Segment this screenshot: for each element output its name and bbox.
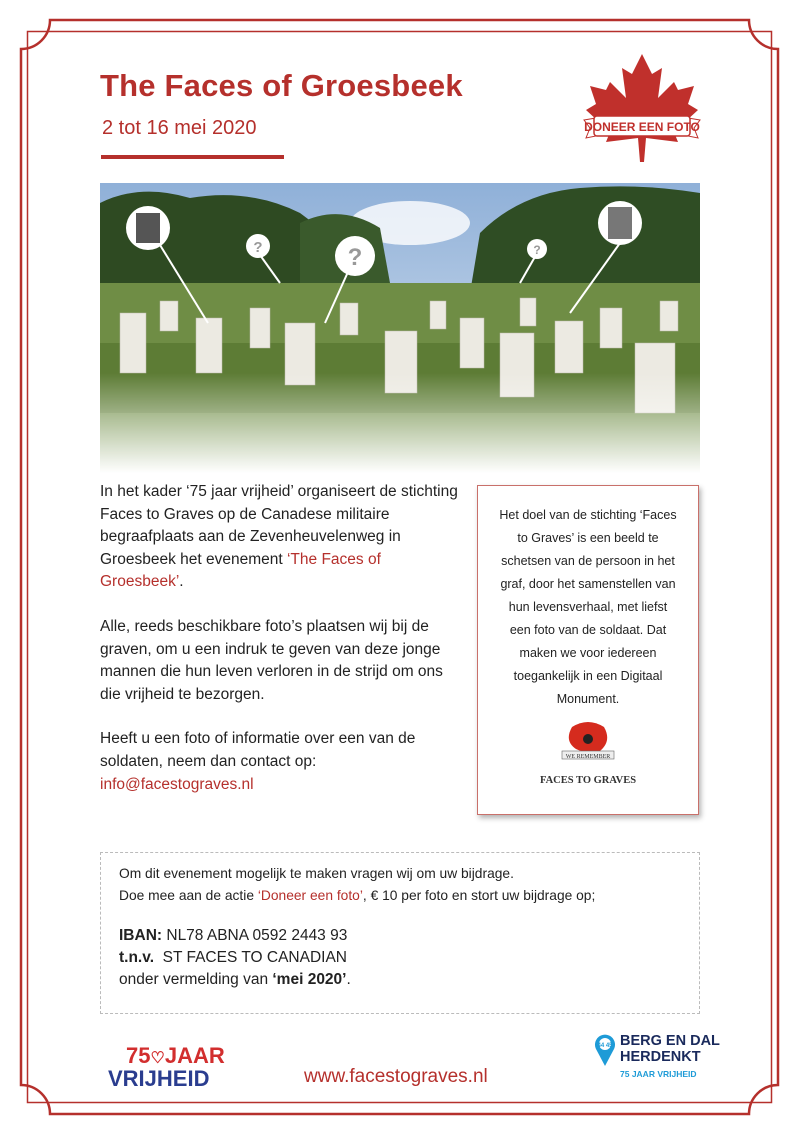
action-name: ‘Doneer een foto’ xyxy=(257,888,363,903)
title-underline xyxy=(101,155,284,159)
svg-text:?: ? xyxy=(533,243,541,257)
reference-value: ‘mei 2020’ xyxy=(272,971,347,988)
donation-line2-a: Doe mee aan de actie xyxy=(119,888,258,903)
iban-label: IBAN: xyxy=(119,927,163,944)
logo2-line2: HERDENKT xyxy=(620,1049,701,1065)
doneer-badge-text: DONEER EEN FOTO xyxy=(584,120,700,134)
intro-p2: Alle, reeds beschikbare foto’s plaatsen wij bij de graven, om u een indruk te geven van deze jonge mannen die hun leven verloren in de strijd om ons die vrijheid te bezorgen. xyxy=(100,617,443,703)
intro-p1-end: . xyxy=(179,573,184,591)
75-jaar-vrijheid-logo: 75♡JAAR VRIJHEID xyxy=(108,1043,225,1091)
logo2-line1: BERG EN DAL xyxy=(620,1033,720,1049)
event-name: ‘The Faces of Groesbeek’ xyxy=(100,550,381,591)
doneer-een-foto-maple-leaf-logo xyxy=(582,52,702,164)
foundation-info-box xyxy=(477,485,699,815)
foundation-goal-text: Het doel van de stichting ‘Faces to Graves’ is een beeld te schetsen van de persoon in het graf, door het samenstellen van hun levensverhaal, met liefst een foto van de soldaat. Dat maken we voor iedereen toegankelijk in een Digitaal Monument. xyxy=(499,508,677,706)
svg-text:?: ? xyxy=(347,244,363,271)
poppy-icon xyxy=(548,719,628,761)
donation-line2 xyxy=(119,885,681,907)
svg-text:44 45: 44 45 xyxy=(597,1043,613,1049)
intro-text xyxy=(100,481,460,796)
email-link[interactable]: info@facestograves.nl xyxy=(100,775,254,793)
tnv-value: ST FACES TO CANADIAN xyxy=(154,949,347,966)
intro-p3: Heeft u een foto of informatie over een van de soldaten, neem dan contact op: xyxy=(100,730,416,770)
tnv-line xyxy=(119,947,681,969)
event-date: 2 tot 16 mei 2020 xyxy=(102,117,257,139)
website-link[interactable]: www.facestograves.nl xyxy=(304,1066,488,1087)
donation-line2-c: , € 10 per foto en stort uw bijdrage op; xyxy=(362,888,596,903)
reference-end: . xyxy=(346,971,351,988)
svg-text:?: ? xyxy=(253,239,263,256)
berg-en-dal-herdenkt-logo xyxy=(594,1033,720,1079)
location-pin-icon xyxy=(594,1033,616,1067)
reference-line xyxy=(119,969,681,991)
faces-to-graves-logo-text: FACES TO GRAVES xyxy=(539,775,637,786)
donation-line1: Om dit evenement mogelijk te maken vragen wij om uw bijdrage. xyxy=(119,866,514,881)
tnv-label: t.n.v. xyxy=(119,949,155,966)
logo1-vrijheid: VRIJHEID xyxy=(108,1066,210,1091)
intro-p1: In het kader ‘75 jaar vrijheid’ organiseert de stichting Faces to Graves op de Canadese militaire begraafplaats aan de Zevenheuvelenweg in Groesbeek het evenement xyxy=(100,483,458,568)
reference-label: onder vermelding van xyxy=(119,971,273,988)
donation-box xyxy=(100,852,700,1014)
iban-value: NL78 ABNA 0592 2443 93 xyxy=(162,927,348,944)
page-title: The Faces of Groesbeek xyxy=(100,68,463,103)
logo1-jaar: JAAR xyxy=(164,1043,225,1068)
iban-line xyxy=(119,925,681,947)
logo1-75: 75 xyxy=(126,1043,151,1068)
we-remember-ribbon: WE REMEMBER xyxy=(565,754,611,760)
cemetery-photo xyxy=(100,183,700,473)
logo2-line3: 75 JAAR VRIJHEID xyxy=(620,1069,697,1079)
